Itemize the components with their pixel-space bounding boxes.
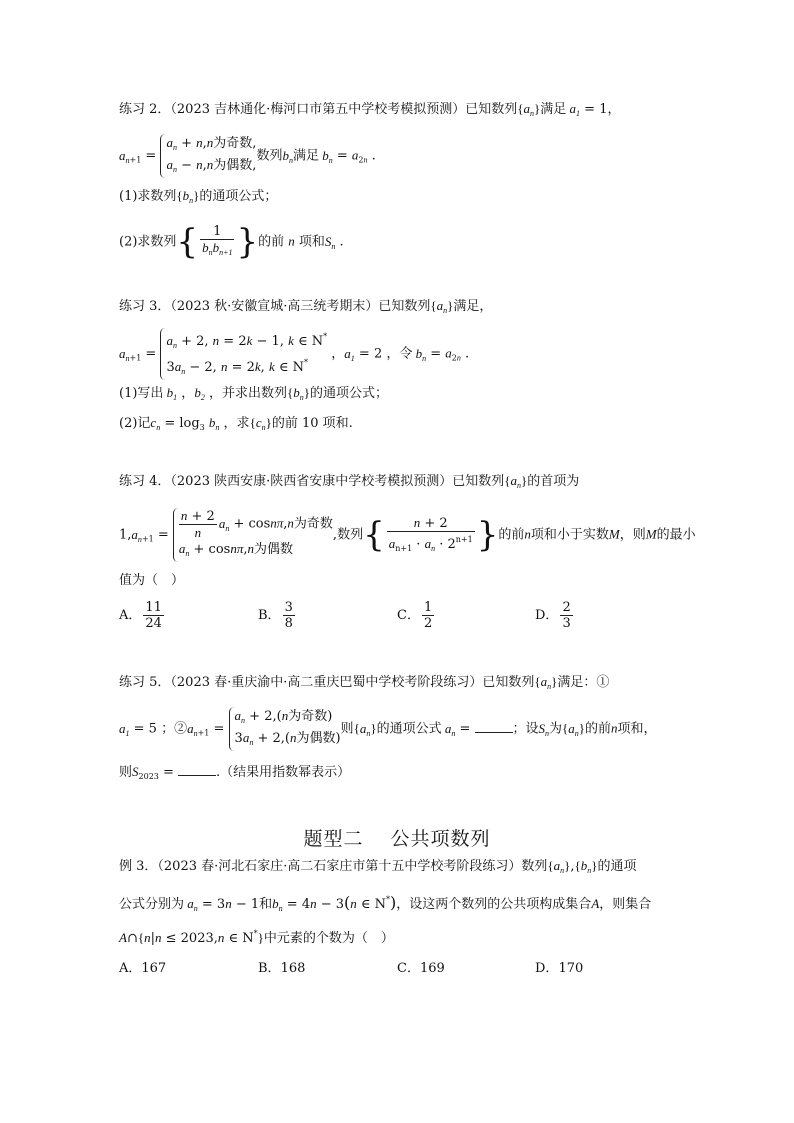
option-c[interactable]: C．169: [397, 961, 445, 976]
exercise-3-q1: (1)写出 $b_1$ ，$b_2$ ，并求出数列$\{b_n\}$的通项公式；: [119, 385, 388, 402]
exercise-2-q2: (2)求数列{ $\frac{1}{b_nb_{n+1}}$ }的前 n 项和$S_n$ .: [119, 222, 344, 262]
exercise-4-recurrence: $1,a_{n+1}$ = $\frac{n + 2}{n}$ $a_n + \cos n\pi,n$为奇数 $a_n + \cos n\pi,n$为偶数 ,数列{ $\frac{n + 2}{a_{n+1} \cdot a_n \cdot 2^{n+1}}$ }的前n项和小于实数M，则M的最小: [119, 508, 696, 562]
exercise-3-title: 练习 3．（2023 秋·安徽宣城·高三统考期末）已知数列$\{a_n\}$满足，: [119, 298, 493, 315]
answer-blank-2[interactable]: [178, 763, 216, 776]
exercise-2-recurrence: $a_{n+1}$ = $a_n + n,n$为奇数, $a_n - n,n$为偶数, 数列$b_n$满足 $b_n = a_{2n}$ .: [119, 134, 376, 178]
exercise-5-title: 练习 5．（2023 春·重庆渝中·高二重庆巴蜀中学校考阶段练习）已知数列$\{a_n\}$满足：①: [119, 674, 610, 691]
example-3-title: 例 3．（2023 春·河北石家庄·高二石家庄市第十五中学校考阶段练习）数列$\{a_n\},\{b_n\}$的通项: [119, 858, 637, 875]
exercise-3-recurrence: $a_{n+1}$ = $a_n + 2$, n = 2k − 1, k ∈ N* $3a_n - 2$, n = 2k, k ∈ N* ，$a_1 = 2$ ，令 $b_n = a_{2n}$ .: [119, 328, 469, 380]
option-a[interactable]: A．167: [119, 961, 167, 976]
option-b[interactable]: B． $\frac{3}{8}$: [258, 600, 293, 631]
exercise-2-title: 练习 2．（2023 吉林通化·梅河口市第五中学校考模拟预测）已知数列$\{a_n\}$满足 $a_1 = 1$，: [119, 101, 621, 118]
section-heading: 题型二 公共项数列: [303, 828, 491, 850]
exercise-4-title: 练习 4．（2023 陕西安康·陕西省安康中学校考模拟预测）已知数列$\{a_n\}$的首项为: [119, 473, 580, 490]
exercise-4-options: [119, 600, 679, 640]
option-b[interactable]: B．168: [258, 961, 306, 976]
option-a[interactable]: A． $\frac{11}{24}$: [119, 600, 162, 631]
exercise-5-tail: 则$S_{2023}$ = .（结果用指数幂表示）: [119, 764, 351, 781]
exercise-3-q2: (2)记$c_n = \log_3 b_n$ ，求$\{c_n\}$的前 10 项和.: [119, 415, 353, 432]
example-3-options: [119, 957, 679, 977]
option-d[interactable]: D．170: [535, 961, 584, 976]
example-3-formulas: 公式分别为 $a_n = 3n - 1$和$b_n = 4n - 3(n$ ∈ N*)，设这两个数列的公共项构成集合A，则集合: [119, 893, 652, 913]
option-d[interactable]: D． $\frac{2}{3}$: [535, 600, 571, 631]
example-3-set: A∩{n|n ≤ 2023,n ∈ N*}中元素的个数为（ ）: [119, 929, 394, 946]
option-c[interactable]: C． $\frac{1}{2}$: [397, 600, 433, 631]
exercise-5-recurrence: $a_1 = 5$ ；$②a_{n+1}$ = $a_n + 2,(n$为奇数) $3a_n + 2,(n$为偶数) 则$\{a_n\}$的通项公式 $a_n$ = ；设$S_n$为$\{a_n\}$的前n项和，: [119, 707, 657, 751]
exercise-4-tail: 值为（ ）: [119, 573, 185, 588]
exercise-2-q1: (1)求数列$\{b_n\}$的通项公式；: [119, 188, 278, 205]
answer-blank-1[interactable]: [475, 720, 513, 733]
